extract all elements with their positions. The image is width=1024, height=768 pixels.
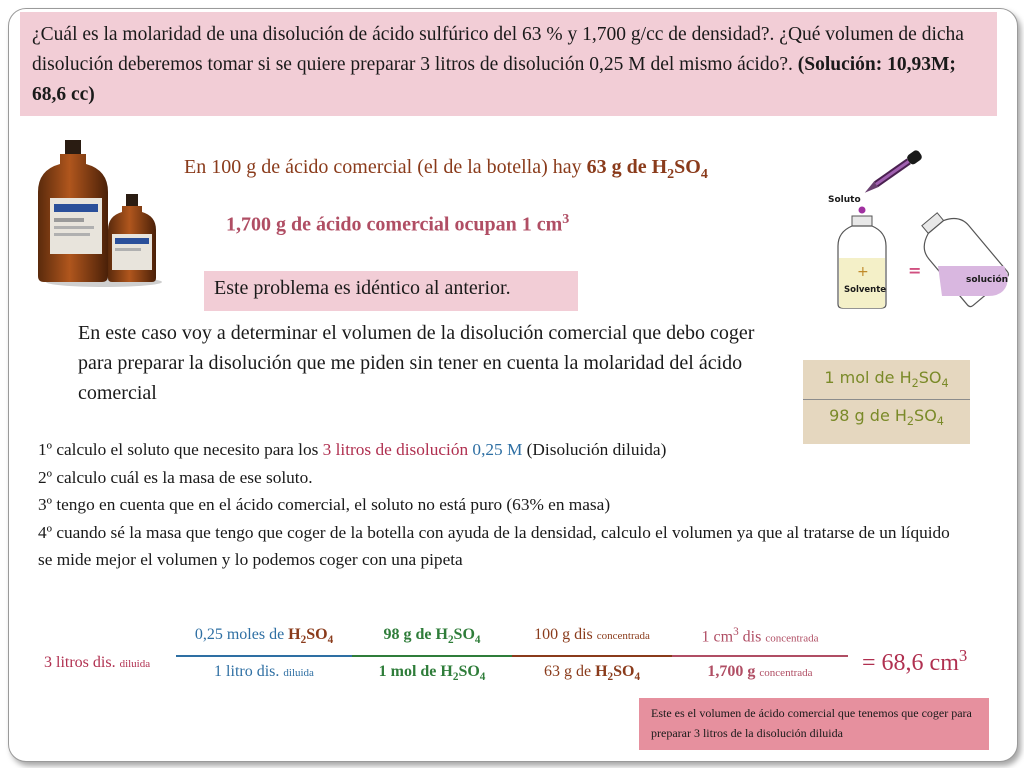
solution-illustration [820,150,1016,316]
line1-sub: 2 [667,167,675,182]
result-volume: = 68,6 $cm^3$ [862,646,968,676]
fraction-3-denominator: 63 g de $H_2SO_4$ [543,663,641,684]
line1-bold: 63 g de H [586,156,668,178]
step-3: 3º tengo en cuenta que en el ácido comercial, el soluto no está puro (63% en masa) [38,495,611,515]
question-solution: (Solución: 10,93M; 68,6 cc) [32,54,956,105]
fraction-bar-2 [352,655,512,657]
fraction-1-denominator: 1 litro dis. diluida [214,663,314,680]
question-text: ¿Cuál es la molaridad de una disolución de ácido sulfúrico del 63 % y 1,700 g/cc de densidad?. ¿Qué volumen de dicha disolución deberemos tomar si se quiere preparar 3 litros de disolución 0,25 M del mismo ácido?. [32,24,964,75]
line2-text: 1,700 g de ácido comercial ocupan 1 cm [226,213,563,236]
result-note: Este es el volumen de ácido comercial que tenemos que coger para preparar 3 litros de la disolución diluida [639,698,989,750]
fraction-bar-4 [672,655,848,657]
line1-tail: SO [674,156,701,178]
equals-sign: = [908,261,922,280]
acid-bottles-image [38,136,180,288]
question-box [20,12,997,116]
fraction-4-denominator: 1,700 g concentrada [707,663,813,680]
method-paragraph: En este caso voy a determinar el volumen de la disolución comercial que debo coger para preparar la disolución que me piden sin tener en cuenta la molaridad del ácido comercial [78,322,755,404]
calc-start: 3 litros dis. diluida [44,654,151,671]
identical-problem-note: Este problema es idéntico al anterior. [204,271,578,311]
fraction-1-numerator: 0,25 moles de $H_2SO_4$ [194,626,334,647]
fraction-4-numerator: 1 $cm^3$ dis concentrada [701,626,819,646]
line1-prefix: En 100 g de ácido comercial (el de la botella) hay [184,156,582,178]
step-1: 1º calculo el soluto que necesito para los 3 litros de disolución 0,25 M (Disolución diluida) [38,440,667,459]
line1-sub2: 4 [700,167,708,182]
fraction-2-numerator: 98 g de $H_2SO_4$ [383,626,481,647]
label-soluto: Soluto [828,195,861,205]
line2-sup: 3 [562,212,570,227]
line-63g [184,156,708,183]
fraction-bar-3 [512,655,672,657]
plus-sign: + [857,264,869,280]
mol-box-bottom: 98 g de $H_2SO_4$ [829,406,944,429]
step-4: 4º cuando sé la masa que tengo que coger de la botella con ayuda de la densidad, calculo el volumen ya que al tratarse de un líquido se mide mejor el volumen y lo podemos coger con una pipeta [38,522,950,570]
molar-mass-box [803,360,970,444]
mol-box-divider [803,399,970,400]
mol-box-top: 1 mol de $H_2SO_4$ [824,368,949,391]
fraction-2-denominator: 1 mol de $H_2SO_4$ [378,663,486,684]
label-solucion: solución [966,275,1009,285]
fraction-3-numerator: 100 g dis concentrada [534,626,650,643]
line-density [226,212,569,237]
fraction-bar-1 [176,655,352,657]
steps-list [38,436,968,574]
step-2: 2º calculo cuál es la masa de ese soluto. [38,467,313,487]
label-solvente: Solvente [844,285,887,295]
